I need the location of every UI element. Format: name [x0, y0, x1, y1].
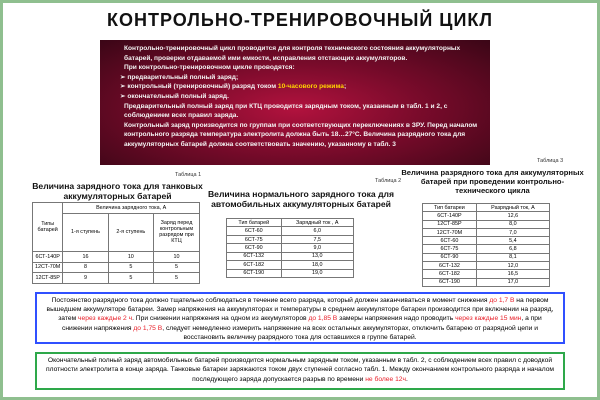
- table3-cell: 5,4: [476, 237, 549, 245]
- table-row: [423, 212, 550, 220]
- discharge-text: Постоянство разрядного тока должно тщательно соблюдаться в течение всего разряда, который должен заканчиваться в момент снижения: [51, 297, 490, 304]
- table1-cell: 5: [154, 262, 200, 273]
- intro-list-item-3: ➢ окончательный полный заряд.: [120, 92, 229, 100]
- intro-list-item-2: [108, 82, 482, 92]
- table2-cell: 7,5: [281, 235, 353, 243]
- table1-cell: 12СТ-85Р: [33, 273, 63, 284]
- table1-cell: 12СТ-70М: [33, 262, 63, 273]
- final-charge-text: .: [406, 375, 408, 383]
- table1-cell: 16: [63, 251, 108, 262]
- discharge-highlight: через каждые 15 мин: [455, 315, 522, 323]
- discharge-text: на первом вышедшем аккумуляторе батареи. Замер напряжения на аккумуляторах и температуры в среднем аккумуляторе батареи производится при включении на разряд, затем: [46, 297, 554, 323]
- table1-header-stage2: 2-я ступень: [108, 213, 153, 251]
- table2-header-type: Тип батарей: [227, 219, 282, 227]
- table3-cell: 8,1: [476, 253, 549, 261]
- table2-cell: 19,0: [281, 269, 353, 277]
- table-row: [423, 245, 550, 253]
- table2-cell: 6СТ-132: [227, 252, 282, 260]
- intro-paragraph-2: При контрольно-тренировочном цикле проводятся:: [124, 64, 295, 72]
- table2-header-value: Зарядный ток , А: [281, 219, 353, 227]
- table1-cell: 10: [154, 251, 200, 262]
- table2-label: Таблица 2: [375, 178, 402, 184]
- intro-list-item-2-end: ;: [343, 83, 347, 91]
- table1-cell: 6СТ-140Р: [33, 251, 63, 262]
- table-row: [423, 237, 550, 245]
- table2-cell: 6СТ-182: [227, 261, 282, 269]
- discharge-text: . При снижении напряжения на одном из аккумуляторов: [132, 315, 309, 323]
- table3-cell: 6СТ-140Р: [423, 212, 477, 220]
- discharge-highlight: до 1,7 В: [489, 297, 515, 304]
- table-row: [423, 262, 550, 270]
- intro-highlight: 10-часового режима: [277, 83, 344, 91]
- discharge-highlight: до 1,75 В: [133, 324, 163, 332]
- table1-cell: 8: [63, 262, 108, 273]
- table3-header-type: Тип батареи: [423, 204, 477, 212]
- table-row: [227, 261, 354, 269]
- table1-cell: 10: [108, 251, 153, 262]
- table3: [422, 203, 550, 287]
- final-charge-notice-box: [35, 352, 565, 390]
- table-row: [423, 278, 550, 286]
- table1-cell: 5: [154, 273, 200, 284]
- table1-cell: 9: [63, 273, 108, 284]
- table3-label: Таблица 3: [537, 158, 564, 164]
- table1-header-stage1: 1-я ступень: [63, 213, 108, 251]
- table-row: [227, 252, 354, 260]
- intro-list-item-2-text: ➢ контрольный (тренировочный) разряд током: [120, 83, 278, 91]
- discharge-highlight: до 1,85 В: [308, 315, 338, 323]
- table-row: [423, 270, 550, 278]
- table3-cell: 7,0: [476, 228, 549, 236]
- table2-cell: 13,0: [281, 252, 353, 260]
- table2-cell: 6СТ-60: [227, 227, 282, 235]
- table-row: [423, 220, 550, 228]
- table-row: [227, 269, 354, 277]
- table-row: [227, 227, 354, 235]
- table3-cell: 12,0: [476, 262, 549, 270]
- table-row: [33, 251, 200, 262]
- table1-cell: 5: [108, 262, 153, 273]
- table1-header-group: Величина зарядного тока, А: [63, 203, 200, 214]
- intro-paragraph-1: Контрольно-тренировочный цикл проводится для контроля технического состояния аккумуляторных батарей, проверки отдаваемой ими емкости, исправления отстающих аккумуляторов.: [124, 45, 461, 62]
- table2-cell: 9,0: [281, 244, 353, 252]
- table2-cell: 18,0: [281, 261, 353, 269]
- intro-list-item-1: ➢ предварительный полный заряд;: [120, 73, 239, 81]
- table1-label: Таблица 1: [175, 172, 202, 178]
- discharge-highlight: через каждые 2 ч: [78, 315, 133, 323]
- table1-cell: 5: [108, 273, 153, 284]
- intro-paragraph-3: Предварительный полный заряд при КТЦ проводится зарядным током, указанным в табл. 1 и 2, с соблюдением всех правил заряда.: [124, 102, 448, 120]
- table-row: [227, 235, 354, 243]
- table3-cell: 12СТ-85Р: [423, 220, 477, 228]
- discharge-text: , а при снижении напряжения: [62, 315, 542, 332]
- table1-heading: Величина зарядного тока для танковых аккумуляторных батарей: [32, 181, 203, 201]
- table-row: [33, 273, 200, 284]
- table3-cell: 16,5: [476, 270, 549, 278]
- intro-panel: [100, 40, 490, 165]
- table3-cell: 6,8: [476, 245, 549, 253]
- table2-heading: Величина нормального зарядного тока для автомобильных аккумуляторных батарей: [207, 189, 395, 209]
- table3-cell: 6СТ-75: [423, 245, 477, 253]
- final-charge-highlight: не более 12ч: [365, 375, 407, 383]
- table3-cell: 8,0: [476, 220, 549, 228]
- table3-cell: 17,0: [476, 278, 549, 286]
- discharge-notice-box: [35, 292, 565, 344]
- table3-cell: 12СТ-70М: [423, 228, 477, 236]
- table-row: [423, 228, 550, 236]
- table1-header-type: Типы батарей: [33, 203, 63, 252]
- final-charge-text: Окончательный полный заряд автомобильных батарей производится нормальным зарядным током, указанным в табл. 2, с соблюдением всех правил с доводкой плотности электролита в конце заряда. Танковые батареи заряжаются током двух ступеней согласно табл. 1. Между окончанием контрольного разряда и началом последующего заряда допускается разрыв по времени: [45, 357, 555, 383]
- table-row: [227, 244, 354, 252]
- discharge-text: замеры напряжения надо проводить: [337, 315, 456, 323]
- table2: [226, 218, 354, 278]
- table3-cell: 6СТ-90: [423, 253, 477, 261]
- discharge-text: , следует немедленно измерить напряжение на всех остальных аккумуляторах, отключить батарею от разрядной цепи и восстановить величину разрядного тока для оставшихся в группе батарей.: [162, 324, 538, 341]
- table3-cell: 6СТ-182: [423, 270, 477, 278]
- table3-cell: 6СТ-132: [423, 262, 477, 270]
- table1-header-precharge: Заряд перед контрольным разрядом при КТЦ: [154, 213, 200, 251]
- table2-cell: 6СТ-75: [227, 235, 282, 243]
- table-row: [423, 253, 550, 261]
- table3-header-value: Разрядный ток, А: [476, 204, 549, 212]
- intro-paragraph-4: Контрольный заряд производится по группам при соответствующих переключениях в ЗРУ. Перед началом контрольного разряда температура электролита должна быть 18…27°С. Величина разрядного тока для аккумуляторных батарей должна соответствовать значению, указанному в табл. 3: [124, 121, 478, 148]
- table3-cell: 6СТ-190: [423, 278, 477, 286]
- table-row: [33, 262, 200, 273]
- table3-cell: 6СТ-60: [423, 237, 477, 245]
- table2-cell: 6СТ-190: [227, 269, 282, 277]
- table3-heading: Величина разрядного тока для аккумуляторных батарей при проведении контрольно-технического цикла: [401, 168, 584, 195]
- table2-cell: 6,0: [281, 227, 353, 235]
- table1: [32, 202, 200, 284]
- table2-cell: 6СТ-90: [227, 244, 282, 252]
- page-title: КОНТРОЛЬНО-ТРЕНИРОВОЧНЫЙ ЦИКЛ: [106, 10, 494, 30]
- table3-cell: 12,6: [476, 212, 549, 220]
